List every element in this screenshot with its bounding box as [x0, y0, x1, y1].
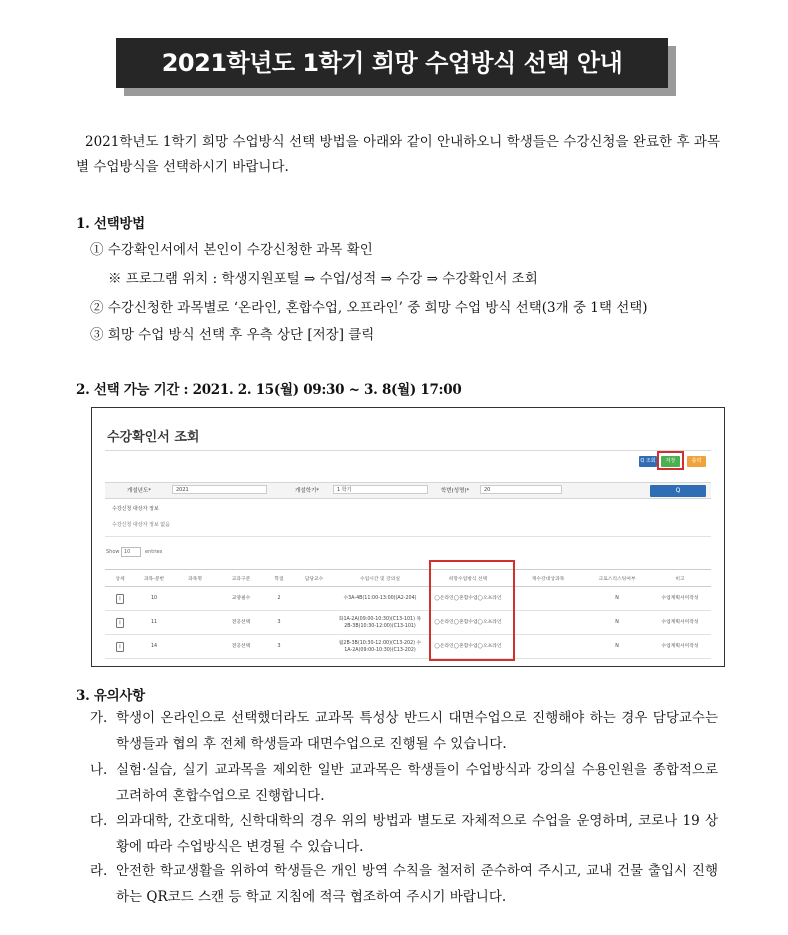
col-class-mode: 희망수업방식 선택 [425, 570, 511, 587]
note-item [78, 858, 718, 910]
method-step-2: ② 수강신청한 과목별로 ‘온라인, 혼합수업, 오프라인’ 중 희망 수업 방식 선택(3개 중 1택 선택) [90, 300, 648, 316]
detail-button[interactable]: i [116, 618, 124, 628]
note-marker: 나. [90, 762, 108, 778]
search-button[interactable]: Q 조회 [639, 456, 657, 467]
col-type: 교과구분 [217, 570, 265, 587]
intro-paragraph: 2021학년도 1학기 희망 수업방식 선택 방법을 아래와 같이 안내하오니 학생들은 수강신청을 완료한 후 과목별 수업방식을 선택하시기 바랍니다. [76, 134, 720, 175]
cell-crosslisting: N [585, 635, 649, 659]
show-label: Show [106, 549, 120, 555]
cell-name [173, 611, 217, 635]
cell-time-room: 수3A-4B(11:00-13:00)(A2-204) [335, 587, 425, 611]
cell-name [173, 635, 217, 659]
cell-remarks: 수업계획서미작성 [649, 635, 711, 659]
cell-retake [511, 587, 585, 611]
cell-retake [511, 611, 585, 635]
info-divider [105, 536, 711, 537]
col-time-room: 수업시간 및 강의실 [335, 570, 425, 587]
cell-time-room: 화1A-2A(09:00-10:30)(C13-101) 목2B-3B(10:30-12:00)(C13-101) [335, 611, 425, 635]
cell-type: 교양필수 [217, 587, 265, 611]
filter-search-button[interactable]: Q [650, 485, 706, 497]
term-select[interactable]: 1 학기 [333, 485, 428, 494]
cell-remarks: 수업계획서미작성 [649, 587, 711, 611]
cell-retake [511, 635, 585, 659]
cell-remarks: 수업계획서미작성 [649, 611, 711, 635]
page-title: 2021학년도 1학기 희망 수업방식 선택 안내 [116, 38, 668, 88]
col-professor: 담당교수 [293, 570, 335, 587]
cell-professor [293, 611, 335, 635]
student-label: 학번(성명)* [441, 488, 470, 494]
note-text: 의과대학, 간호대학, 신학대학의 경우 위의 방법과 별도로 자체적으로 수업을 운영하며, 코로나 19 상황에 따라 수업방식은 변경될 수 있습니다. [116, 813, 718, 855]
note-text: 안전한 학교생활을 위하여 학생들은 개인 방역 수칙을 철저히 준수하여 주시고, 교내 건물 출입시 진행하는 QR코드 스캔 등 학교 지침에 적극 협조하여 주시기 바랍니다. [116, 863, 718, 905]
note-item [78, 705, 718, 757]
col-name: 과목명 [173, 570, 217, 587]
cell-credit: 3 [265, 611, 293, 635]
cell-time-room: 월2B-3B(10:30-12:00)(C13-202) 수1A-2A(09:00-10:30)(C13-202) [335, 635, 425, 659]
cell-name [173, 587, 217, 611]
show-entries-select[interactable]: 10 [121, 547, 141, 557]
class-mode-radios[interactable]: ◯온라인◯혼합수업◯오프라인 [425, 611, 511, 635]
section-heading-period: 2. 선택 가능 기간 : 2021. 2. 15(월) 09:30 ~ 3. 8(월) 17:00 [76, 382, 462, 398]
cell-professor [293, 635, 335, 659]
cell-crosslisting: N [585, 587, 649, 611]
detail-button[interactable]: i [116, 642, 124, 652]
cell-code: 10 [135, 587, 173, 611]
entries-label: entries [145, 549, 163, 555]
note-text: 학생이 온라인으로 선택했더라도 교과목 특성상 반드시 대면수업으로 진행해야 하는 경우 담당교수는 학생들과 협의 후 전체 학생들과 대면수업으로 진행될 수 있습니다. [116, 710, 718, 752]
note-marker: 다. [90, 813, 108, 829]
info-empty-text: 수강신청 대상자 정보 없음 [112, 522, 170, 528]
cell-code: 11 [135, 611, 173, 635]
section-heading-notes: 3. 유의사항 [76, 688, 145, 704]
note-item [78, 808, 718, 860]
table-row [105, 611, 711, 635]
cell-credit: 3 [265, 635, 293, 659]
cell-crosslisting: N [585, 611, 649, 635]
cell-credit: 2 [265, 587, 293, 611]
note-text: 실험·실습, 실기 교과목을 제외한 일반 교과목은 학생들이 수업방식과 강의실 수용인원을 종합적으로 고려하여 혼합수업으로 진행합니다. [116, 762, 718, 804]
col-remarks: 비고 [649, 570, 711, 587]
table-row [105, 587, 711, 611]
note-marker: 라. [90, 863, 108, 879]
year-label: 개설년도* [127, 488, 152, 494]
screenshot-title: 수강확인서 조회 [107, 430, 200, 445]
search-filter-bar [105, 482, 711, 499]
col-detail: 상세 [105, 570, 135, 587]
info-section-title: 수강신청 대상자 정보 [112, 506, 159, 512]
note-marker: 가. [90, 710, 108, 726]
screenshot-divider [105, 450, 711, 451]
col-retake: 재수강대상과목 [511, 570, 585, 587]
col-code: 과목-분반 [135, 570, 173, 587]
section-heading-method: 1. 선택방법 [76, 216, 145, 232]
table-row [105, 635, 711, 659]
enrollment-confirmation-screenshot [91, 407, 725, 667]
class-mode-radios[interactable]: ◯온라인◯혼합수업◯오프라인 [425, 635, 511, 659]
cell-type: 전공선택 [217, 635, 265, 659]
method-step-1-note: ※ 프로그램 위치 : 학생지원포털 ⇒ 수업/성적 ⇒ 수강 ⇒ 수강확인서 조회 [108, 271, 538, 287]
detail-button[interactable]: i [116, 594, 124, 604]
course-table [105, 569, 711, 659]
col-crosslisting: 크로스리스팅여부 [585, 570, 649, 587]
note-item [78, 757, 718, 809]
print-button[interactable]: 출력 [687, 456, 706, 467]
method-step-3: ③ 희망 수업 방식 선택 후 우측 상단 [저장] 클릭 [90, 327, 375, 343]
student-input[interactable]: 20 [480, 485, 562, 494]
col-credit: 학점 [265, 570, 293, 587]
save-button-highlight [657, 451, 684, 470]
cell-professor [293, 587, 335, 611]
year-input[interactable]: 2021 [172, 485, 267, 494]
cell-code: 14 [135, 635, 173, 659]
cell-type: 전공선택 [217, 611, 265, 635]
class-mode-column-highlight [429, 560, 515, 661]
class-mode-radios[interactable]: ◯온라인◯혼합수업◯오프라인 [425, 587, 511, 611]
method-step-1: ① 수강확인서에서 본인이 수강신청한 과목 확인 [90, 242, 373, 258]
save-button[interactable]: 저장 [661, 456, 680, 467]
term-label: 개설학기* [295, 488, 320, 494]
